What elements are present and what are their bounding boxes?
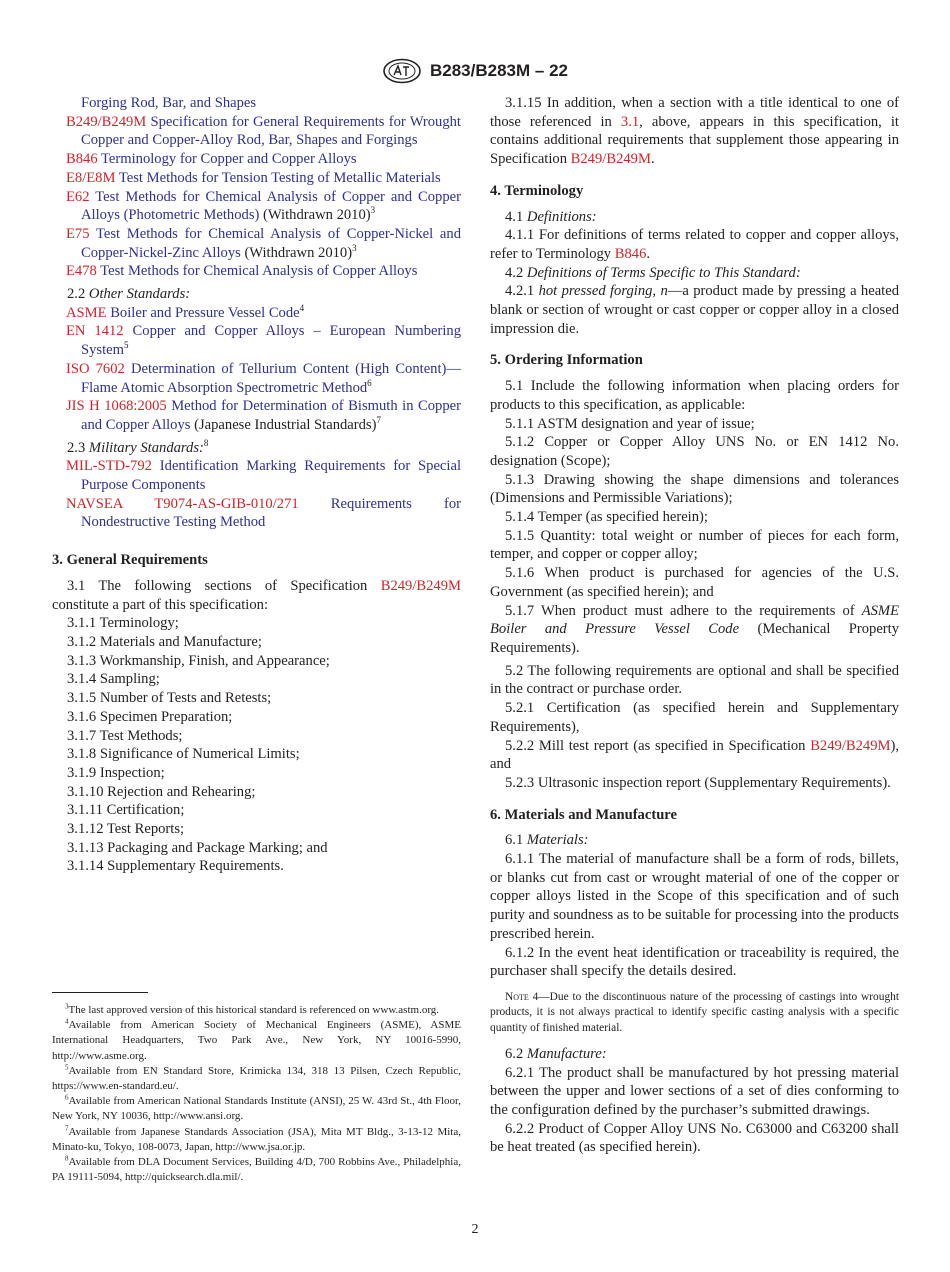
page-header xyxy=(0,58,950,84)
reference-code-link[interactable]: B249/B249M xyxy=(66,113,147,130)
reference-item xyxy=(52,169,461,188)
reference-code-link[interactable]: E8/E8M xyxy=(66,169,116,186)
paragraph-5-1-7: 5.1.7 When product must adhere to the requirements of ASME Boiler and Pressure Vessel Code (Mechanical Property Requirements). xyxy=(490,602,900,656)
footnote-divider xyxy=(52,992,148,993)
footnote-marker: 5 xyxy=(123,340,129,351)
reference-code-link[interactable]: EN 1412 xyxy=(66,323,124,340)
reference-title-link[interactable]: Identification Marking Requirements for Special Purpose Components xyxy=(81,458,461,494)
list-item: 3.1.5 Number of Tests and Retests; xyxy=(67,690,272,707)
reference-title-link[interactable]: Test Methods for Chemical Analysis of Copper and Copper Alloys (Photometric Methods) xyxy=(81,188,461,224)
reference-list xyxy=(52,113,461,281)
paragraph-4-1-1: 4.1.1 For definitions of terms related to copper and copper alloys, refer to Terminology B846. xyxy=(490,227,899,262)
footnote-text: Available from American National Standards Institute (ANSI), 25 W. 43rd St., 4th Floor, New York, NY 10036, http://www.ansi.org. xyxy=(52,1095,461,1123)
footnote-number: 4 xyxy=(65,1017,69,1026)
paragraph-5-1: 5.1 Include the following information when placing orders for products to this specification, as applicable: xyxy=(490,378,899,413)
footnote-marker: 6 xyxy=(367,377,372,388)
section-5-heading: 5. Ordering Information xyxy=(490,352,643,369)
paragraph-5-2-3: 5.2.3 Ultrasonic inspection report (Supplementary Requirements). xyxy=(505,774,891,791)
reference-item xyxy=(52,188,461,225)
note-4: Note 4—Due to the discontinuous nature of the processing of castings into wrought products, it is not always practical to identify specific casting analysis with a specific quantity of finished material. xyxy=(490,990,899,1034)
paragraph-5-2-1: 5.2.1 Certification (as specified herein and Supplementary Requirements), xyxy=(490,700,899,735)
reference-title-link[interactable]: Test Methods for Tension Testing of Metallic Materials xyxy=(118,169,441,186)
list-item: 3.1.1 Terminology; xyxy=(67,615,179,632)
reference-title-link[interactable]: Copper and Copper Alloys – European Numbering System xyxy=(81,323,462,359)
list-item: 3.1.6 Specimen Preparation; xyxy=(67,708,233,725)
footnote-text: The last approved version of this historical standard is referenced on www.astm.org. xyxy=(68,1004,440,1016)
reference-item xyxy=(52,225,461,262)
reference-code-link[interactable]: E75 xyxy=(66,225,90,242)
reference-code-link[interactable]: B846 xyxy=(66,151,98,168)
list-item: 3.1.14 Supplementary Requirements. xyxy=(67,858,284,875)
footnote-marker: 3 xyxy=(370,205,376,216)
link-b249[interactable]: B249/B249M xyxy=(810,737,891,754)
reference-title-link[interactable]: Test Methods for Chemical Analysis of Copper-Nickel and Copper-Nickel-Zinc Alloys xyxy=(81,225,461,261)
list-item: 3.1.8 Significance of Numerical Limits; xyxy=(67,746,300,763)
military-standards-heading: 2.3 Military Standards:$^8$ xyxy=(67,437,209,456)
list-item: 3.1.10 Rejection and Rehearing; xyxy=(67,783,256,800)
reference-code-link[interactable]: E62 xyxy=(66,188,90,205)
list-item: 3.1.4 Sampling; xyxy=(67,671,160,688)
paragraph-6-2-2: 6.2.2 Product of Copper Alloy UNS No. C63000 and C63200 shall be heat treated (as specified herein). xyxy=(490,1120,899,1156)
paragraph-4-1: 4.1 Definitions: xyxy=(505,208,597,225)
reference-code-link[interactable]: MIL-STD-792 xyxy=(66,458,152,475)
reference-title-link[interactable]: Boiler and Pressure Vessel Code xyxy=(110,304,300,321)
footnote xyxy=(52,1155,461,1185)
paragraph-5-2: 5.2 The following requirements are optional and shall be specified in the contract or purchase order. xyxy=(490,662,899,698)
list-item: 3.1.12 Test Reports; xyxy=(67,821,185,838)
paragraph-5-1-2: 5.1.2 Copper or Copper Alloy UNS No. or EN 1412 No. designation (Scope); xyxy=(490,434,899,469)
paragraph-6-2: 6.2 Manufacture: xyxy=(505,1045,607,1062)
link-b249[interactable]: B249/B249M xyxy=(570,151,651,168)
paragraph-5-1-4: 5.1.4 Temper (as specified herein); xyxy=(505,509,708,526)
footnote-marker: 7 xyxy=(376,415,381,426)
footnote-text: Available from Japanese Standards Association (JSA), Mita MT Bldg., 3-13-12 Mita, Minato-ku, Tokyo, 108-0073, Japan, http://www.jsa.or.jp. xyxy=(52,1125,461,1153)
other-standard-item xyxy=(52,304,461,323)
footnotes xyxy=(52,1003,461,1185)
footnote-marker: 3 xyxy=(352,242,357,253)
paragraph-5-1-6: 5.1.6 When product is purchased for agencies of the U.S. Government (as specified herein); and xyxy=(490,565,899,600)
reference-item xyxy=(52,262,461,281)
footnote-text: Available from American Society of Mechanical Engineers (ASME), ASME International Headquarters, Two Park Ave., New York, NY 10016-5990, http://www.asme.org. xyxy=(52,1019,461,1062)
reference-title-link[interactable]: Requirements for Nondestructive Testing Method xyxy=(81,495,461,531)
reference-title-link[interactable]: Method for Determination of Bismuth in Copper and Copper Alloys xyxy=(81,398,461,433)
right-column xyxy=(490,94,899,1157)
reference-title-link[interactable]: Test Methods for Chemical Analysis of Copper Alloys xyxy=(100,263,418,280)
reference-item xyxy=(52,113,461,150)
reference-code-link[interactable]: ISO 7602 xyxy=(66,360,125,377)
footnote-number: 5 xyxy=(65,1063,69,1072)
reference-code-link[interactable]: E478 xyxy=(66,263,97,280)
paragraph-3-1-15: 3.1.15 In addition, when a section with a title identical to one of those referenced in 3.1, above, appears in this specification, it contains additional requirements that supplement those appearing in Specification B249/B249M. xyxy=(490,95,899,168)
military-standards-list xyxy=(52,457,461,532)
section-4-heading: 4. Terminology xyxy=(490,182,584,199)
list-item: 3.1.11 Certification; xyxy=(67,802,185,819)
paragraph-4-2-1: 4.2.1 hot pressed forging, n—a product made by pressing a heated blank or section of wrought or cast copper or copper alloy in a closed impression die. xyxy=(490,283,899,337)
other-standard-item xyxy=(52,397,461,434)
footnote xyxy=(52,1094,461,1124)
list-item: 3.1.13 Packaging and Package Marking; and xyxy=(67,839,328,856)
footnote-number: 8 xyxy=(65,1154,69,1163)
footnote-number: 6 xyxy=(65,1093,69,1102)
footnote xyxy=(52,1125,461,1155)
paragraph-3-1: 3.1 The following sections of Specification B249/B249M constitute a part of this specification: xyxy=(52,577,461,613)
link-b846[interactable]: B846 xyxy=(614,245,647,262)
military-standard-item xyxy=(52,495,461,532)
other-standards-heading: 2.2 Other Standards: xyxy=(67,286,191,303)
reference-code-link[interactable]: JIS H 1068:2005 xyxy=(66,398,167,415)
section-list-3-1 xyxy=(52,614,461,876)
paragraph-5-2-2: 5.2.2 Mill test report (as specified in Specification B249/B249M), and xyxy=(490,737,899,773)
paragraph-5-1-1: 5.1.1 ASTM designation and year of issue; xyxy=(505,415,755,432)
military-standard-item xyxy=(52,457,461,494)
section-3-heading: 3. General Requirements xyxy=(52,552,208,569)
paragraph-6-2-1: 6.2.1 The product shall be manufactured by hot pressing material between the upper and lower sections of a set of dies conforming to the configuration defined by the purchaser’s submitted drawings. xyxy=(490,1064,899,1118)
footnote-number: 3 xyxy=(65,1002,69,1011)
document-designation: B283/B283M – 22 xyxy=(430,61,568,80)
footnote xyxy=(52,1018,461,1064)
paragraph-4-2: 4.2 Definitions of Terms Specific to This Standard: xyxy=(505,264,801,281)
other-standard-item xyxy=(52,360,461,397)
list-item: 3.1.7 Test Methods; xyxy=(67,727,183,744)
reference-item xyxy=(52,150,461,169)
footnote-text: Available from EN Standard Store, Krimicka 134, 318 13 Pilsen, Czech Republic, https://www.en-standard.eu/. xyxy=(52,1064,461,1093)
other-standards-list xyxy=(52,304,461,435)
reference-title-link[interactable]: Specification for General Requirements for Wrought Copper and Copper-Alloy Rod, Bar, Shapes and Forgings xyxy=(81,113,461,149)
reference-title-link[interactable]: Terminology for Copper and Copper Alloys xyxy=(101,151,357,168)
list-item: 3.1.9 Inspection; xyxy=(67,764,165,781)
reference-title-link[interactable]: Determination of Tellurium Content (High Content)—Flame Atomic Absorption Spectrometric Method xyxy=(81,360,461,396)
link-3-1[interactable]: 3.1 xyxy=(620,113,640,130)
paragraph-5-1-5: 5.1.5 Quantity: total weight or number of pieces for each form, temper, and copper or copper alloy; xyxy=(490,527,899,563)
footnote xyxy=(52,1003,461,1018)
reference-note: (Japanese Industrial Standards) xyxy=(190,416,377,433)
list-item: 3.1.2 Materials and Manufacture; xyxy=(67,633,262,650)
reference-continuation: Forging Rod, Bar, and Shapes xyxy=(81,95,257,111)
reference-note: (Withdrawn 2010) xyxy=(259,207,371,224)
footnote-marker: 4 xyxy=(299,302,305,313)
section-6-heading: 6. Materials and Manufacture xyxy=(490,806,677,823)
left-column xyxy=(52,94,461,876)
footnote xyxy=(52,1064,461,1094)
paragraph-6-1-1: 6.1.1 The material of manufacture shall be a form of rods, billets, or blanks cut from cast or wrought material of one of the copper or copper alloys listed in the Scope of this specification and of such purity and soundness as to be suitable for processing into the products prescribed herein. xyxy=(490,851,899,942)
other-standard-item xyxy=(52,322,461,359)
paragraph-6-1: 6.1 Materials: xyxy=(505,832,589,849)
link-b249[interactable]: B249/B249M xyxy=(380,577,461,594)
reference-code-link[interactable]: ASME xyxy=(66,304,107,321)
reference-code-link[interactable]: NAVSEA T9074-AS-GIB-010/271 xyxy=(66,495,299,512)
paragraph-5-1-3: 5.1.3 Drawing showing the shape dimensions and tolerances (Dimensions and Permissible Variations); xyxy=(490,471,899,507)
astm-logo-icon xyxy=(382,58,422,84)
footnote-text: Available from DLA Document Services, Building 4/D, 700 Robbins Ave., Philadelphia, PA 19111-5094, http://quicksearch.dla.mil/. xyxy=(52,1156,461,1184)
reference-note: (Withdrawn 2010) xyxy=(240,244,353,261)
page-number: 2 xyxy=(471,1222,479,1237)
list-item: 3.1.3 Workmanship, Finish, and Appearance; xyxy=(67,652,330,669)
paragraph-6-1-2: 6.1.2 In the event heat identification or traceability is required, the purchaser shall specify the details desired. xyxy=(490,944,899,980)
footnote-number: 7 xyxy=(65,1123,69,1132)
